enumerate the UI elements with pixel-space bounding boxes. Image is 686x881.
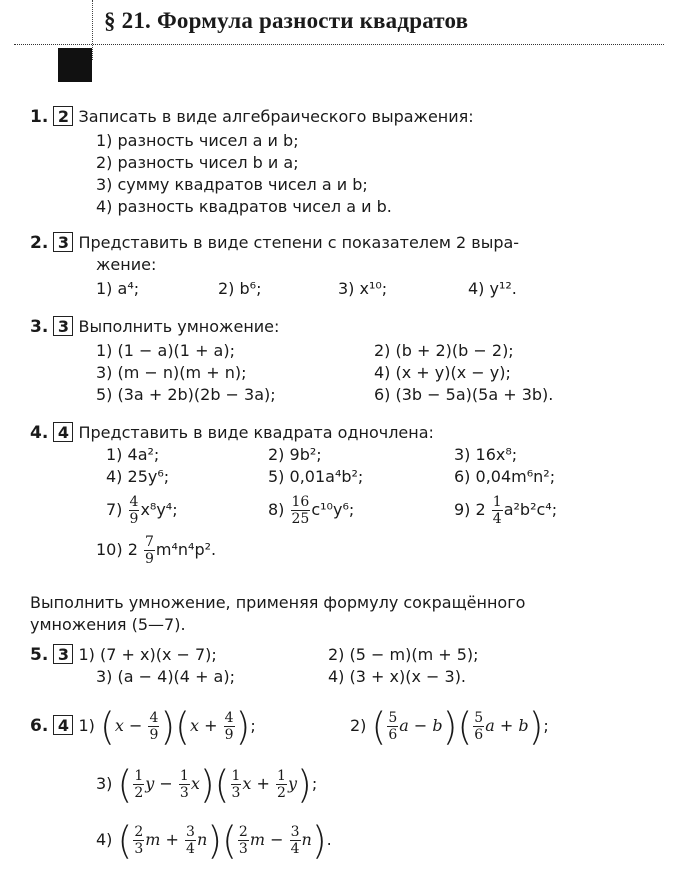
problem-5-item: 1) (7 + x)(x − 7); (78, 645, 217, 664)
numerator: 3 (186, 824, 195, 840)
denominator: 6 (474, 727, 484, 743)
fraction (148, 710, 159, 743)
numerator: 1 (134, 768, 144, 784)
section-intro-line-2: умножения (5—7). (30, 615, 186, 634)
numerator: 4 (129, 494, 139, 510)
denominator: 9 (144, 551, 154, 567)
section-intro-line-1: Выполнить умножение, применяя формулу сокращённого (30, 593, 526, 612)
difficulty-level: 2 (53, 106, 73, 126)
item-end: ; (311, 774, 318, 793)
fraction (238, 824, 249, 857)
numerator: 2 (134, 824, 144, 840)
fraction (276, 768, 287, 801)
problem-2-item: 1) a⁴; (96, 279, 140, 298)
denominator: 2 (277, 785, 286, 801)
numerator: 1 (492, 494, 502, 510)
problem-number: 4. (30, 423, 49, 443)
problem-4-item: 4) 25y⁶; (106, 467, 170, 486)
difficulty-level: 4 (53, 715, 73, 735)
problem-5-header (30, 644, 217, 666)
paren: ) (297, 762, 312, 807)
problem-2-item: 3) x¹⁰; (338, 279, 388, 298)
denominator: 4 (492, 511, 502, 527)
numerator: 16 (291, 494, 310, 510)
vertical-dotted-rule (92, 0, 93, 60)
denominator: 9 (149, 727, 159, 743)
problem-1-header (30, 106, 474, 128)
problem-3-item: 4) (x + y)(x − y); (374, 363, 511, 382)
item-label: 2) (350, 716, 367, 735)
problem-number: 6. (30, 716, 49, 736)
numerator: 2 (238, 824, 248, 840)
fraction (291, 494, 311, 527)
item-label: 1) (78, 716, 95, 735)
denominator: 4 (290, 841, 300, 857)
difficulty-level: 4 (53, 422, 73, 442)
item-expression: a²b²c⁴; (503, 500, 558, 519)
problem-3-item: 6) (3b − 5a)(5a + 3b). (374, 385, 554, 404)
item-end: ; (543, 716, 549, 735)
denominator: 6 (388, 727, 398, 743)
difficulty-level: 3 (53, 232, 73, 252)
problem-4-item: 5) 0,01a⁴b²; (268, 467, 364, 486)
problem-number: 1. (30, 107, 49, 127)
numerator: 5 (388, 710, 398, 726)
fraction (492, 494, 503, 527)
problem-3-header (30, 316, 279, 338)
fraction (290, 824, 301, 857)
problem-text: Выполнить умножение: (78, 317, 280, 336)
problem-5-item: 4) (3 + x)(x − 3). (328, 667, 467, 686)
problem-number: 2. (30, 233, 49, 253)
fraction (185, 824, 196, 857)
problem-1-item: 4) разность квадратов чисел a и b. (96, 197, 392, 216)
problem-3-item: 5) (3a + 2b)(2b − 3a); (96, 385, 276, 404)
problem-2-item: 4) y¹². (468, 279, 517, 298)
fraction (231, 768, 242, 801)
black-square-marker (58, 48, 92, 82)
denominator: 3 (231, 785, 241, 801)
problem-3-item: 1) (1 − a)(1 + a); (96, 341, 235, 360)
numerator: 4 (149, 710, 159, 726)
fraction (473, 710, 484, 743)
problem-3-item: 2) (b + 2)(b − 2); (374, 341, 514, 360)
problem-number: 5. (30, 645, 49, 665)
problem-4-item-10 (96, 532, 216, 568)
denominator: 2 (134, 785, 144, 801)
item-label: 3) (96, 774, 113, 793)
paren: )( (442, 704, 473, 749)
problem-text: Представить в виде квадрата одночлена: (78, 423, 434, 442)
fraction (144, 534, 155, 567)
item-end: . (326, 830, 332, 849)
paren: ( (371, 704, 387, 749)
problem-4-item-8 (268, 492, 354, 528)
paren: )( (199, 762, 230, 807)
problem-1-item: 3) сумму квадратов чисел a и b; (96, 175, 368, 194)
problem-5-item: 3) (a − 4)(4 + a); (96, 667, 235, 686)
fraction (133, 768, 144, 801)
denominator: 3 (238, 841, 248, 857)
item-label: 4) (96, 830, 113, 849)
problem-4-item: 2) 9b²; (268, 445, 322, 464)
fraction (129, 494, 140, 527)
paren: )( (207, 818, 237, 863)
problem-6-item-2: 2) ( $\frac{5}{6}$ a − b)( $\frac{5}{6}$ a + b); (350, 704, 549, 749)
numerator: 1 (179, 768, 189, 784)
item-label: 8) (268, 500, 285, 519)
numerator: 7 (144, 534, 154, 550)
fraction (387, 710, 398, 743)
paren: ) (311, 818, 327, 863)
page-title: § 21. Формула разности квадратов (104, 8, 469, 33)
difficulty-level: 3 (53, 644, 73, 664)
denominator: 9 (129, 511, 139, 527)
denominator: 4 (186, 841, 195, 857)
problem-3-item: 3) (m − n)(m + n); (96, 363, 247, 382)
paren: ( (100, 704, 115, 749)
paren: ) (235, 704, 251, 749)
item-label: 9) 2 (454, 500, 486, 519)
problem-1-item: 1) разность чисел a и b; (96, 131, 299, 150)
numerator: 3 (290, 824, 300, 840)
item-expression: m⁴n⁴p². (155, 540, 217, 559)
denominator: 25 (291, 511, 310, 527)
fraction (133, 824, 144, 857)
paren: ( (117, 818, 133, 863)
numerator: 1 (231, 768, 241, 784)
item-expression: x⁸y⁴; (140, 500, 178, 519)
problem-4-item: 6) 0,04m⁶n²; (454, 467, 556, 486)
problem-6-item-4: 4) ( $\frac{2}{3}$ m + $\frac{3}{4}$ n)( $\frac{2}{3}$ m − $\frac{3}{4}$ n). (96, 818, 332, 863)
paren: ) (528, 704, 544, 749)
denominator: 3 (134, 841, 144, 857)
problem-text: Записать в виде алгебраического выражения: (78, 107, 474, 126)
problem-2-item: 2) b⁶; (218, 279, 262, 298)
problem-6-item-3: 3) ( $\frac{1}{2}$ y − $\frac{1}{3}$ x)( $\frac{1}{3}$ x + $\frac{1}{2}$ y); (96, 762, 318, 807)
problem-text: Представить в виде степени с показателем 2 выра- (78, 233, 520, 252)
numerator: 4 (224, 710, 234, 726)
problem-4-item: 3) 16x⁸; (454, 445, 518, 464)
item-expression: c¹⁰y⁶; (311, 500, 355, 519)
header-dotted-rule (14, 44, 664, 45)
problem-4-header (30, 422, 434, 444)
problem-4-item: 1) 4a²; (106, 445, 160, 464)
fraction (179, 768, 190, 801)
denominator: 3 (179, 785, 189, 801)
paren: ( (117, 762, 133, 807)
problem-2-header (30, 232, 519, 254)
problem-4-item-9 (454, 492, 557, 528)
problem-number: 3. (30, 317, 49, 337)
problem-1-item: 2) разность чисел b и a; (96, 153, 299, 172)
numerator: 5 (474, 710, 484, 726)
item-end: ; (250, 716, 256, 735)
fraction (224, 710, 235, 743)
problem-5-item: 2) (5 − m)(m + 5); (328, 645, 479, 664)
problem-6-row-1: 6. 4 1) (x − $\frac{4}{9}$ )(x + $\frac{4}{9}$ ); (30, 704, 256, 749)
item-label: 10) 2 (96, 540, 138, 559)
numerator: 1 (277, 768, 286, 784)
problem-text-continued: жение: (96, 255, 157, 274)
paren: )( (160, 704, 191, 749)
denominator: 9 (224, 727, 234, 743)
difficulty-level: 3 (53, 316, 73, 336)
problem-4-item-7 (106, 492, 178, 528)
item-label: 7) (106, 500, 123, 519)
